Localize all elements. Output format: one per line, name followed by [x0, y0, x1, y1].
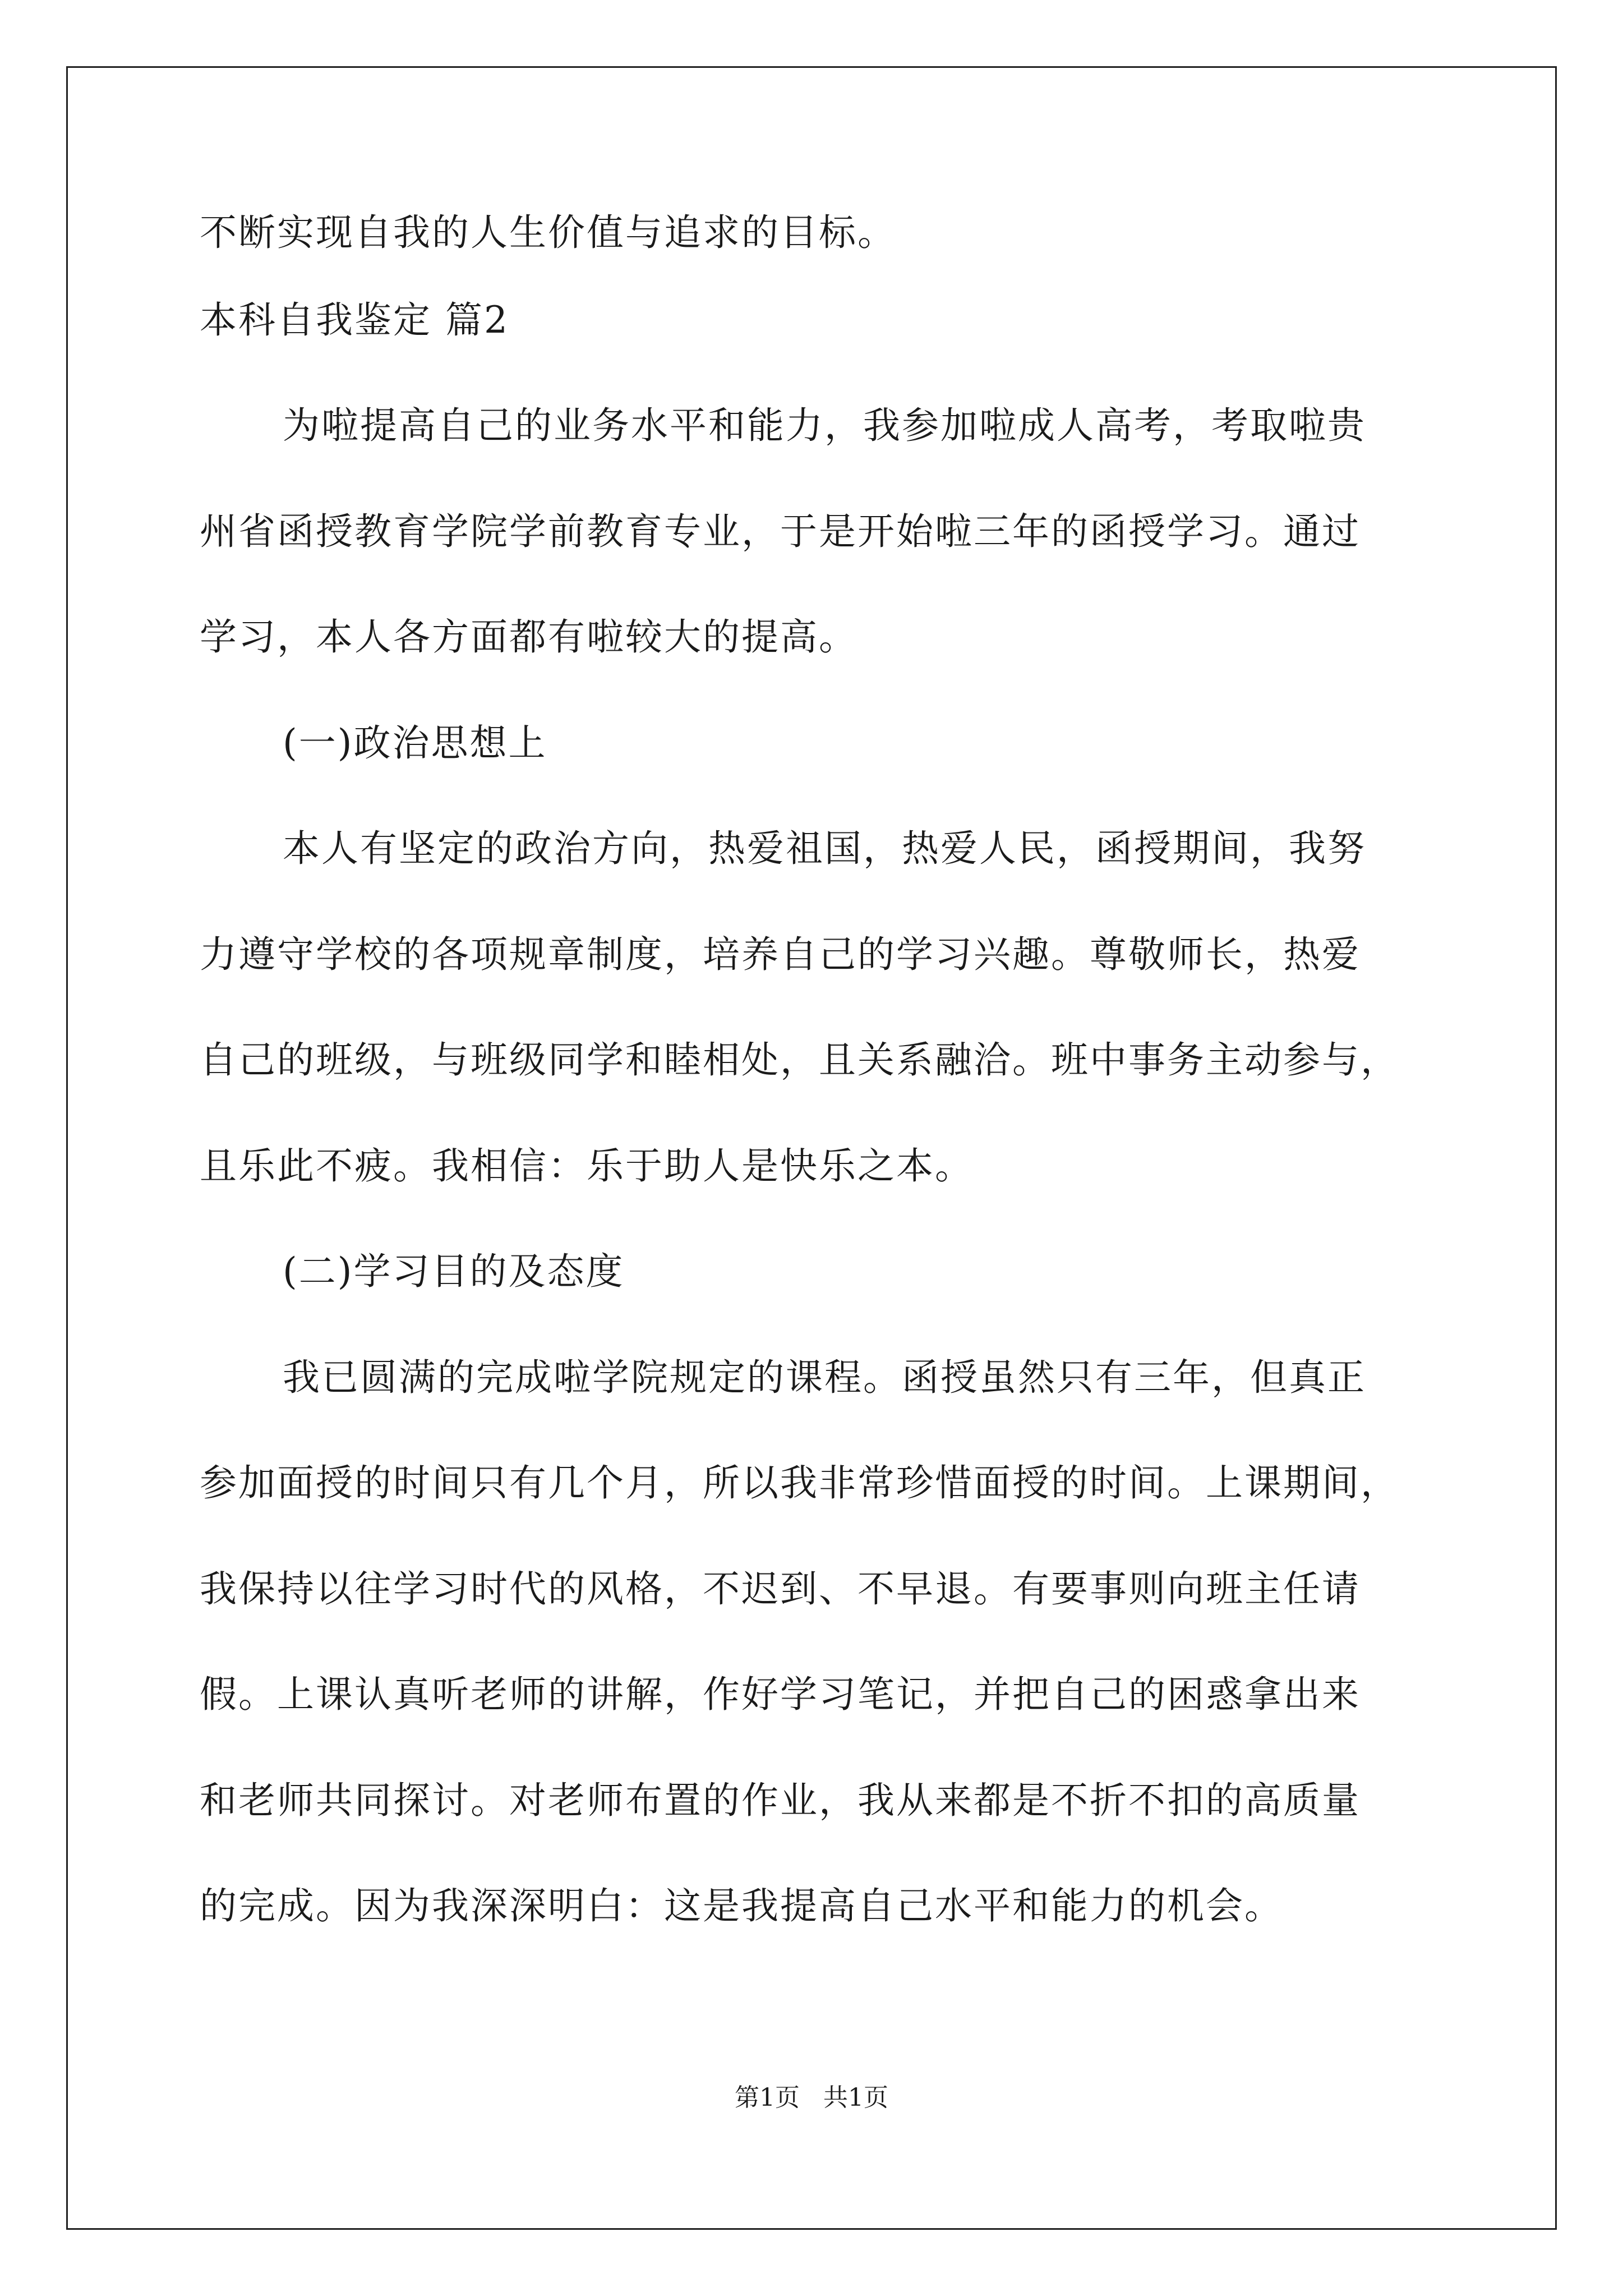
text-line: 且乐此不疲。我相信：乐于助人是快乐之本。 — [200, 1144, 974, 1188]
text-line: 学习，本人各方面都有啦较大的提高。 — [200, 615, 857, 659]
text-line: 假。上课认真听老师的讲解，作好学习笔记，并把自己的困惑拿出来 — [200, 1673, 1361, 1716]
text-line: 不断实现自我的人生价值与追求的目标。 — [200, 211, 896, 254]
subsection-heading: (一)政治思想上 — [283, 721, 547, 765]
text-line: 力遵守学校的各项规章制度，培养自己的学习兴趣。尊敬师长，热爱 — [200, 933, 1361, 976]
text-line: 参加面授的时间只有几个月，所以我非常珍惜面授的时间。上课期间， — [200, 1461, 1399, 1504]
text-line: 州省函授教育学院学前教育专业，于是开始啦三年的函授学习。通过 — [200, 510, 1361, 553]
page-number-total: 共1页 — [823, 2083, 888, 2112]
text-line: 自己的班级，与班级同学和睦相处，且关系融洽。班中事务主动参与， — [200, 1038, 1399, 1082]
text-line: 和老师共同探讨。对老师布置的作业，我从来都是不折不扣的高质量 — [200, 1779, 1361, 1822]
page-footer — [0, 2081, 1623, 2115]
subsection-heading: (二)学习目的及态度 — [283, 1250, 625, 1293]
page-number-current: 第1页 — [735, 2083, 800, 2112]
text-line: 我保持以往学习时代的风格，不迟到、不早退。有要事则向班主任请 — [200, 1567, 1361, 1611]
text-line: 为啦提高自己的业务水平和能力，我参加啦成人高考，考取啦贵 — [283, 404, 1366, 447]
text-line: 我已圆满的完成啦学院规定的课程。函授虽然只有三年，但真正 — [283, 1356, 1366, 1399]
text-line: 本人有坚定的政治方向，热爱祖国，热爱人民，函授期间，我努 — [283, 827, 1366, 870]
section-heading: 本科自我鉴定 篇2 — [200, 298, 509, 342]
text-line: 的完成。因为我深深明白：这是我提高自己水平和能力的机会。 — [200, 1884, 1283, 1927]
